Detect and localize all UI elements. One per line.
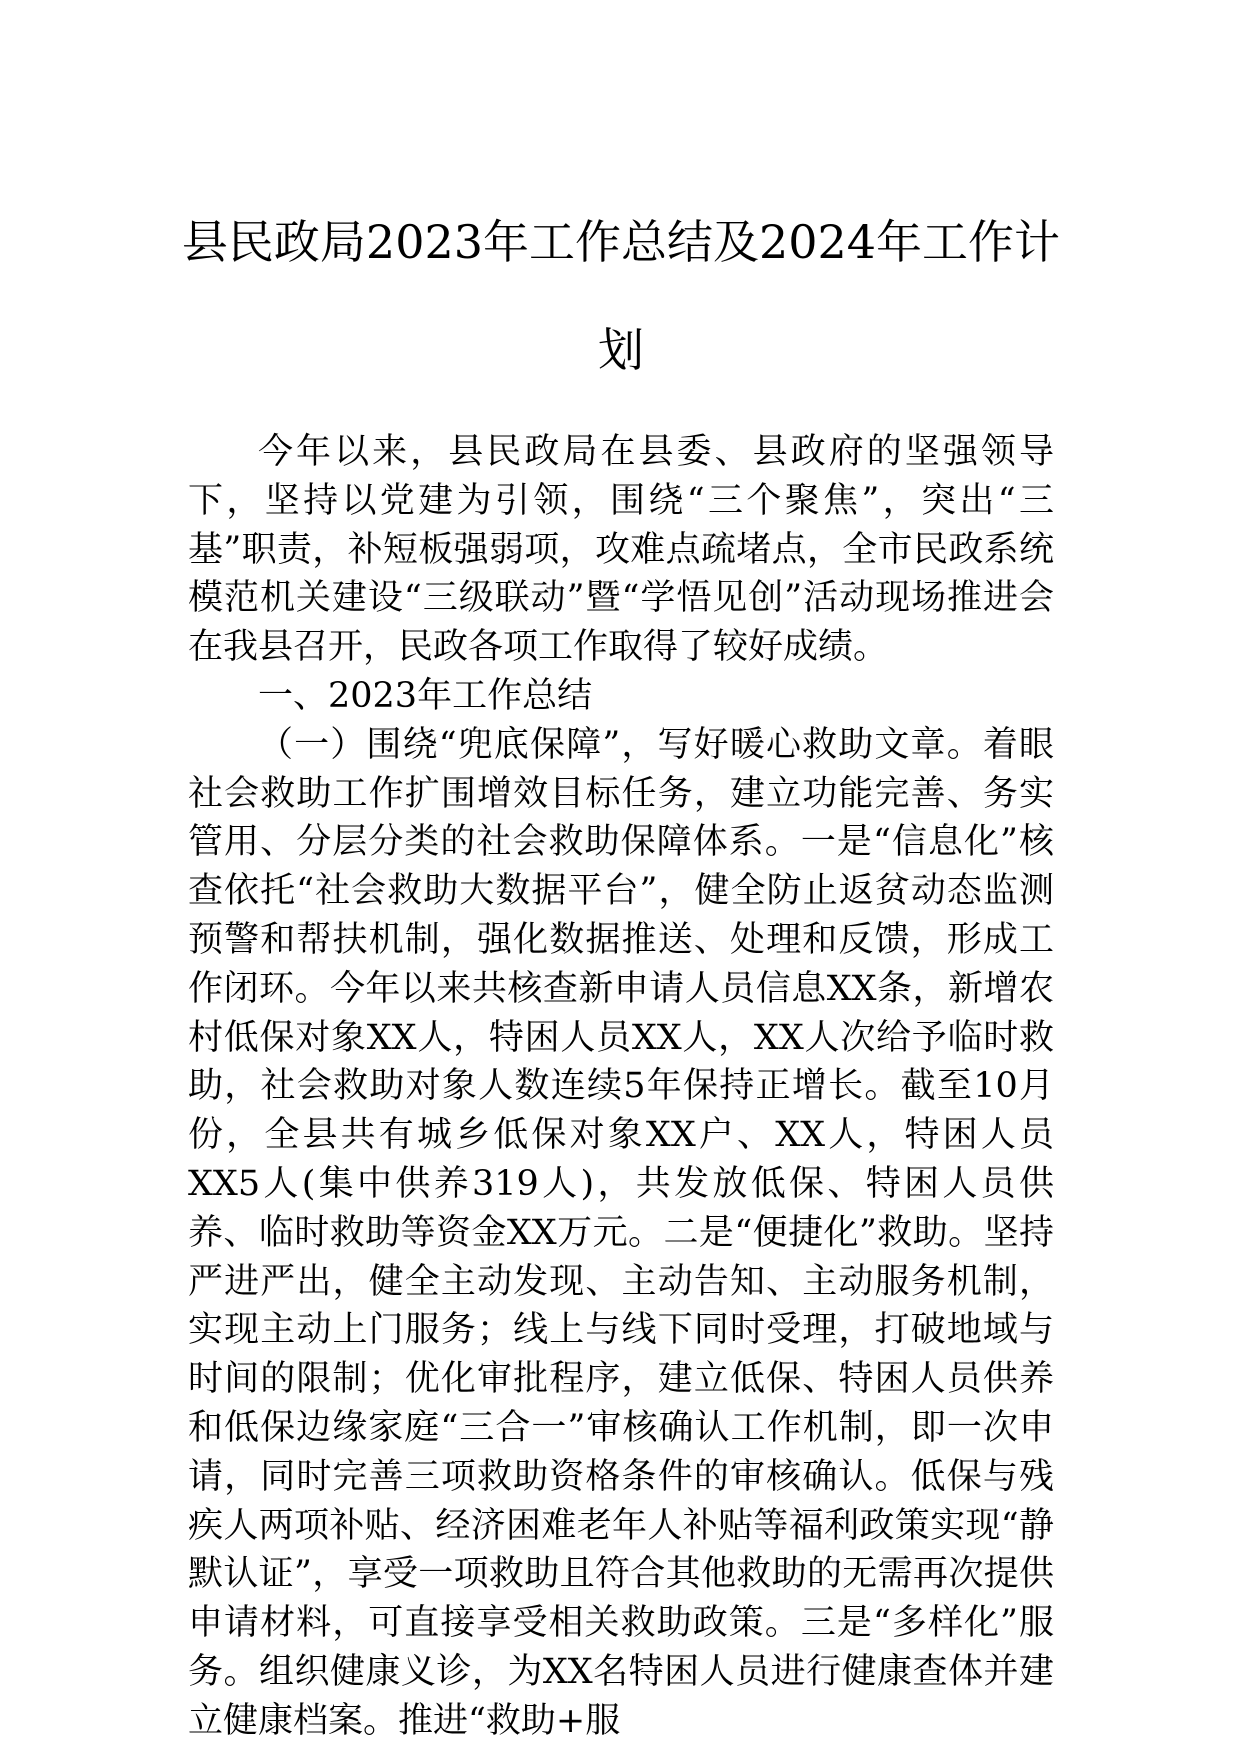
document-title: 县民政局2023年工作总结及2024年工作计划 bbox=[181, 215, 1061, 377]
section-paragraph-social-assistance: （一）围绕“兜底保障”，写好暖心救助文章。着眼社会救助工作扩围增效目标任务，建立功能完善、务实管用、分层分类的社会救助保障体系。一是“信息化”核查依托“社会救助大数据平台”，健全防止返贫动态监测预警和帮扶机制，强化数据推送、处理和反馈，形成工作闭环。今年以来共核查新申请人员信息XX条，新增农村低保对象XX人，特困人员XX人，XX人次给予临时救助，社会救助对象人数连续5年保持正增长。截至10月份，全县共有城乡低保对象XX户、XX人，特困人员XX5人(集中供养319人)，共发放低保、特困人员供养、临时救助等资金XX万元。二是“便捷化”救助。坚持严进严出，健全主动发现、主动告知、主动服务机制，实现主动上门服务；线上与线下同时受理，打破地域与时间的限制；优化审批程序，建立低保、特困人员供养和低保边缘家庭“三合一”审核确认工作机制，即一次申请，同时完善三项救助资格条件的审核确认。低保与残疾人两项补贴、经济困难老年人补贴等福利政策实现“静默认证”，享受一项救助且符合其他救助的无需再次提供申请材料，可直接享受相关救助政策。三是“多样化”服务。组织健康义诊，为XX名特困人员进行健康查体并建立健康档案。推进“救助+服 bbox=[188, 724, 1054, 1741]
document-body bbox=[188, 428, 1054, 1746]
intro-paragraph: 今年以来，县民政局在县委、县政府的坚强领导下，坚持以党建为引领，围绕“三个聚焦”，突出“三基”职责，补短板强弱项，攻难点疏堵点，全市民政系统模范机关建设“三级联动”暨“学悟见创”活动现场推进会在我县召开，民政各项工作取得了较好成绩。 bbox=[188, 432, 1054, 668]
section-heading-2023-summary: 一、2023年工作总结 bbox=[258, 675, 593, 716]
document-page bbox=[181, 0, 1061, 1754]
